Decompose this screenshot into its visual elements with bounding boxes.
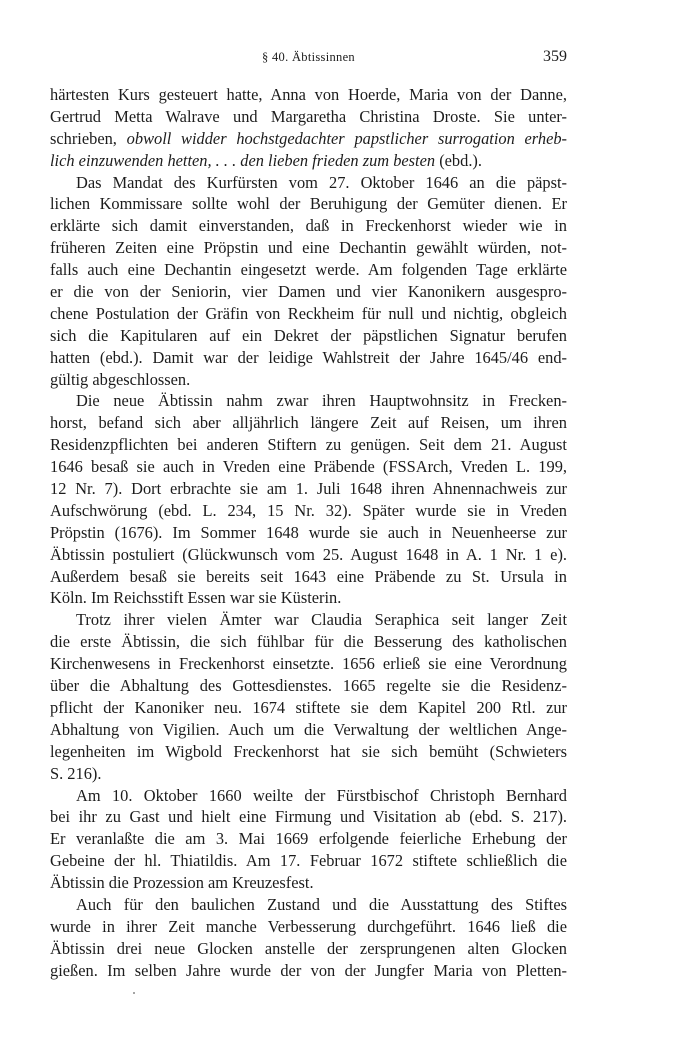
text-line: erklärte sich damit einverstanden, daß in Freckenhorst wieder wie in — [50, 216, 567, 236]
page-header — [50, 50, 567, 70]
text-line: Äbtissin drei neue Glocken anstelle der zersprungenen alten Glocken — [50, 938, 567, 958]
paragraph — [50, 390, 567, 609]
text-line: gültig abgeschlossen. — [50, 369, 191, 389]
text-line: gießen. Im selben Jahre wurde der von der Jungfer Maria von Pletten- — [50, 960, 567, 980]
text-line: 1646 besaß sie auch in Vreden eine Präbende (FSSArch, Vreden L. 199, — [50, 457, 567, 477]
citation: (ebd.). — [435, 150, 482, 170]
text-line: Auch für den baulichen Zustand und die Ausstattung des Stiftes — [76, 894, 567, 914]
text-line: Die neue Äbtissin nahm zwar ihren Hauptwohnsitz in Frecken- — [76, 391, 567, 411]
text-line: horst, befand sich aber alljährlich längere Zeit auf Reisen, um ihren — [50, 413, 567, 433]
text-line — [50, 128, 567, 150]
paragraph — [50, 172, 567, 391]
text-line: Kirchenwesens in Freckenhorst einsetzte. 1656 erließ sie eine Verordnung — [50, 654, 567, 674]
paragraph — [50, 609, 567, 784]
text-line: 12 Nr. 7). Dort erbrachte sie am 1. Juli 1648 ihren Ahnennachweis zur — [50, 479, 567, 499]
page-number: 359 — [543, 48, 567, 65]
text-line: über die Abhaltung des Gottesdienstes. 1665 regelte sie die Residenz- — [50, 676, 567, 696]
text-line: lichen Kommissare sollte wohl der Beruhigung der Gemüter dienen. Er — [50, 194, 567, 214]
text-line: Abhaltung von Vigilien. Auch um die Verwaltung der weltlichen Ange- — [50, 719, 567, 739]
text-line: früheren Zeiten eine Pröpstin und eine Dechantin gewählt würden, not- — [50, 238, 567, 258]
quotation-italic: lich einzuwenden hetten, . . . den lieben frieden zum besten — [50, 150, 436, 170]
paragraph — [50, 84, 567, 172]
text-line: Außerdem besaß sie bereits seit 1643 eine Präbende zu St. Ursula in — [50, 566, 567, 586]
text-line: chene Postulation der Gräfin von Reckheim für null und nichtig, obgleich — [50, 303, 567, 323]
text-line: Aufschwörung (ebd. L. 234, 15 Nr. 32). Später wurde sie in Vreden — [50, 500, 567, 520]
scan-speck — [133, 992, 135, 994]
text-line: pflicht der Kanoniker neu. 1674 stiftete sie dem Kapitel 200 Rtl. zur — [50, 697, 567, 717]
text-line: härtesten Kurs gesteuert hatte, Anna von Hoerde, Maria von der Danne, — [50, 85, 567, 104]
text-line: Äbtissin postuliert (Glückwunsch vom 25. August 1648 in A. 1 Nr. 1 e). — [50, 544, 567, 564]
text-run: schrieben, — [50, 128, 127, 148]
text-line: bei ihr zu Gast und hielt eine Firmung und Visitation ab (ebd. S. 217). — [50, 807, 567, 827]
paragraph — [50, 894, 567, 982]
text-line: legenheiten im Wigbold Freckenhorst hat sie sich bemüht (Schwieters — [50, 741, 567, 761]
text-line: hatten (ebd.). Damit war der leidige Wahlstreit der Jahre 1645/46 end- — [50, 347, 567, 367]
text-line: sich die Kapitularen auf ein Dekret der päpstlichen Signatur berufen — [50, 325, 567, 345]
text-line: Gertrud Metta Walrave und Margaretha Christina Droste. Sie unter- — [50, 106, 567, 126]
text-line: Das Mandat des Kurfürsten vom 27. Oktober 1646 an die päpst- — [76, 172, 567, 192]
running-head: § 40. Äbtissinnen — [262, 50, 355, 64]
text-line: die erste Äbtissin, die sich fühlbar für die Besserung des katholischen — [50, 632, 567, 652]
body-text — [50, 84, 567, 982]
text-line: Köln. Im Reichsstift Essen war sie Küsterin. — [50, 588, 342, 608]
quotation-italic: obwoll widder hochstgedachter papstlicher surrogation erheb- — [126, 128, 567, 148]
paragraph — [50, 785, 567, 894]
text-line: Residenzpflichten bei anderen Stiftern zu genügen. Seit dem 21. August — [50, 435, 567, 455]
text-line: S. 216). — [50, 763, 102, 783]
text-line: wurde in ihrer Zeit manche Verbesserung durchgeführt. 1646 ließ die — [50, 916, 567, 936]
text-line: Pröpstin (1676). Im Sommer 1648 wurde sie auch in Neuenheerse zur — [50, 522, 567, 542]
text-line: Am 10. Oktober 1660 weilte der Fürstbischof Christoph Bernhard — [76, 785, 567, 805]
text-line: Äbtissin die Prozession am Kreuzesfest. — [50, 873, 314, 893]
text-line: er die von der Seniorin, vier Damen und vier Kanonikern ausgespro- — [50, 282, 567, 302]
text-line: Trotz ihrer vielen Ämter war Claudia Seraphica seit langer Zeit — [76, 610, 567, 630]
text-line: Er veranlaßte die am 3. Mai 1669 erfolgende feierliche Erhebung der — [50, 829, 567, 849]
text-line: falls auch eine Dechantin eingesetzt werde. Am folgenden Tage erklärte — [50, 260, 567, 280]
text-line: Gebeine der hl. Thiatildis. Am 17. Februar 1672 stiftete schließlich die — [50, 851, 567, 871]
text-line — [50, 150, 567, 172]
